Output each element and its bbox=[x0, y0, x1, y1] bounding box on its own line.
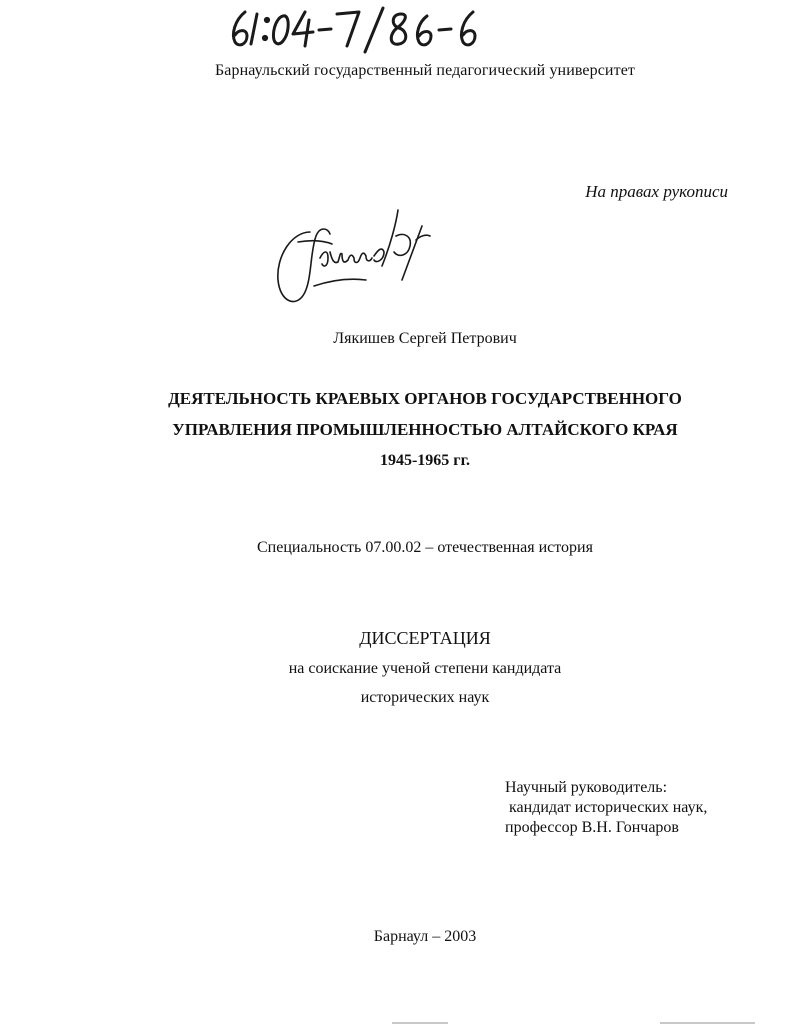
supervisor-name: профессор В.Н. Гончаров bbox=[505, 819, 679, 836]
specialty: Специальность 07.00.02 – отечественная история bbox=[257, 539, 593, 556]
title-years: 1945-1965 гг. bbox=[379, 452, 471, 469]
title-line-1: ДЕЯТЕЛЬНОСТЬ КРАЕВЫХ ОРГАНОВ ГОСУДАРСТВЕННОГО bbox=[168, 389, 682, 408]
supervisor-block bbox=[505, 778, 707, 838]
document-type: ДИССЕРТАЦИЯ bbox=[359, 628, 491, 648]
scan-artifact-left bbox=[392, 1022, 448, 1024]
city-year: Барнаул – 2003 bbox=[373, 928, 477, 945]
degree-line-1: на соискание ученой степени кандидата bbox=[288, 660, 562, 677]
degree-line-2: исторических наук bbox=[360, 689, 490, 706]
title-line-2: УПРАВЛЕНИЯ ПРОМЫШЛЕННОСТЬЮ АЛТАЙСКОГО КРАЯ bbox=[172, 420, 678, 439]
manuscript-rights-note: На правах рукописи bbox=[585, 182, 728, 201]
catalog-number-handwritten bbox=[225, 2, 505, 54]
university-name: Барнаульский государственный педагогический университет bbox=[215, 62, 635, 79]
author-name: Лякишев Сергей Петрович bbox=[333, 330, 517, 347]
supervisor-degree: кандидат исторических наук, bbox=[509, 799, 708, 816]
scan-artifact-right bbox=[660, 1022, 755, 1024]
author-signature bbox=[270, 206, 435, 312]
supervisor-label: Научный руководитель: bbox=[505, 779, 668, 796]
